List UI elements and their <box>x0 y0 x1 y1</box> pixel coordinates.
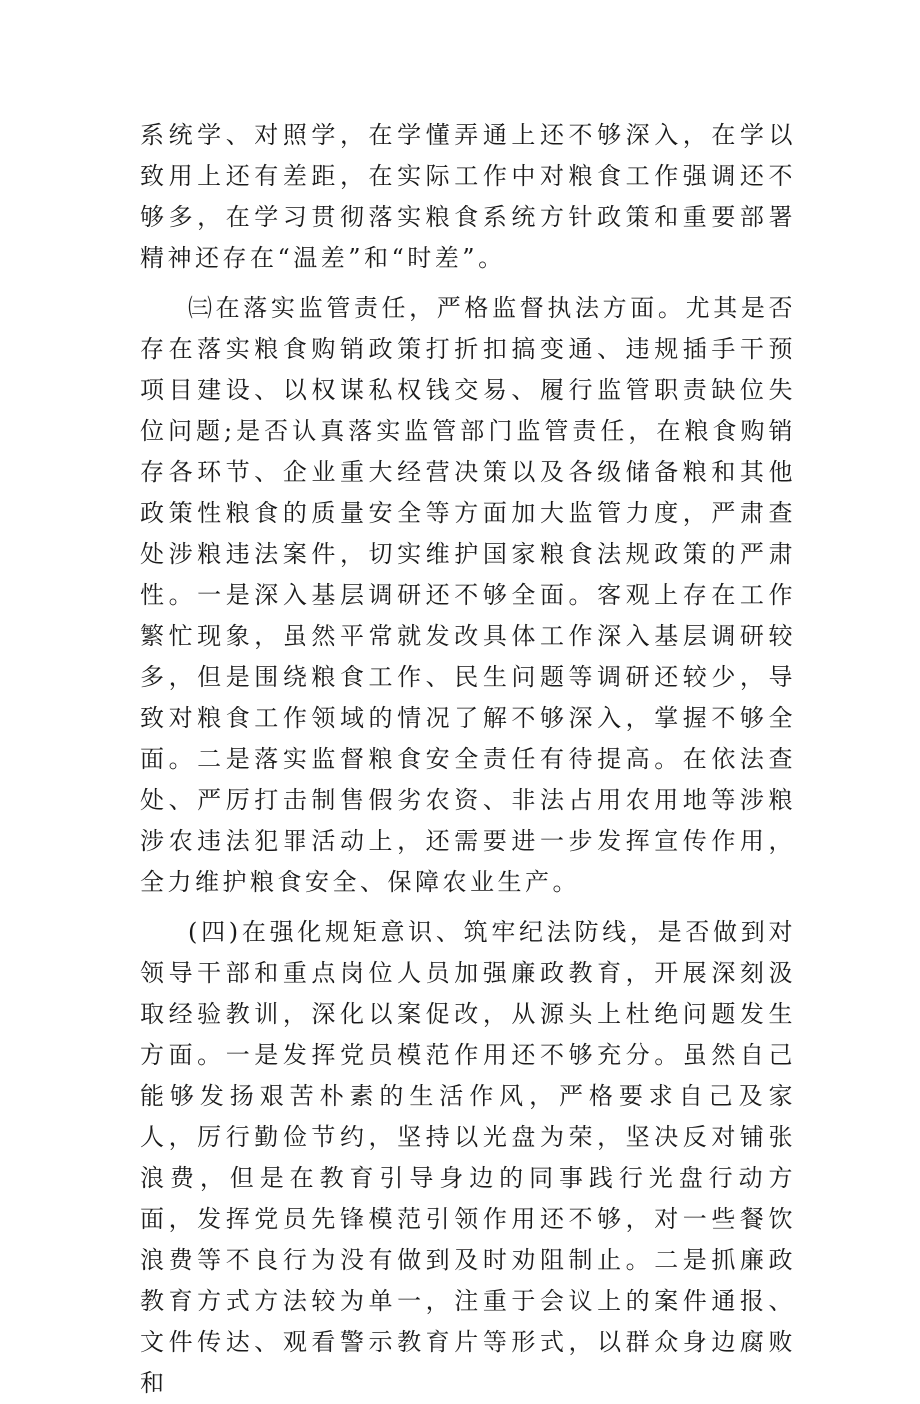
paragraph-continuation: 系统学、对照学，在学懂弄通上还不够深入，在学以致用上还有差距，在实际工作中对粮食工作强调还不够多，在学习贯彻落实粮食系统方针政策和重要部署精神还存在“温差”和“时差”。 <box>140 121 796 272</box>
paragraph-section-4: (四)在强化规矩意识、筑牢纪法防线，是否做到对领导干部和重点岗位人员加强廉政教育，开展深刻汲取经验教训，深化以案促改，从源头上杜绝问题发生方面。一是发挥党员模范作用还不够充分。虽然自己能够发扬艰苦朴素的生活作风，严格要求自己及家人，厉行勤俭节约，坚持以光盘为荣，坚决反对铺张浪费，但是在教育引导身边的同事践行光盘行动方面，发挥党员先锋模范引领作用还不够，对一些餐饮浪费等不良行为没有做到及时劝阻制止。二是抓廉政教育方式方法较为单一，注重于会议上的案件通报、文件传达、观看警示教育片等形式，以群众身边腐败和 <box>140 918 796 1397</box>
paragraph-section-3: ㈢在落实监管责任，严格监督执法方面。尤其是否存在落实粮食购销政策打折扣搞变通、违规插手干预项目建设、以权谋私权钱交易、履行监管职责缺位失位问题;是否认真落实监管部门监管责任，在粮食购销存各环节、企业重大经营决策以及各级储备粮和其他政策性粮食的质量安全等方面加大监管力度，严肃查处涉粮违法案件，切实维护国家粮食法规政策的严肃性。一是深入基层调研还不够全面。客观上存在工作繁忙现象，虽然平常就发改具体工作深入基层调研较多，但是围绕粮食工作、民生问题等调研还较少，导致对粮食工作领域的情况了解不够深入，掌握不够全面。二是落实监督粮食安全责任有待提高。在依法查处、严厉打击制售假劣农资、非法占用农用地等涉粮涉农违法犯罪活动上，还需要进一步发挥宣传作用，全力维护粮食安全、保障农业生产。 <box>140 294 796 896</box>
document-body <box>140 115 796 1404</box>
